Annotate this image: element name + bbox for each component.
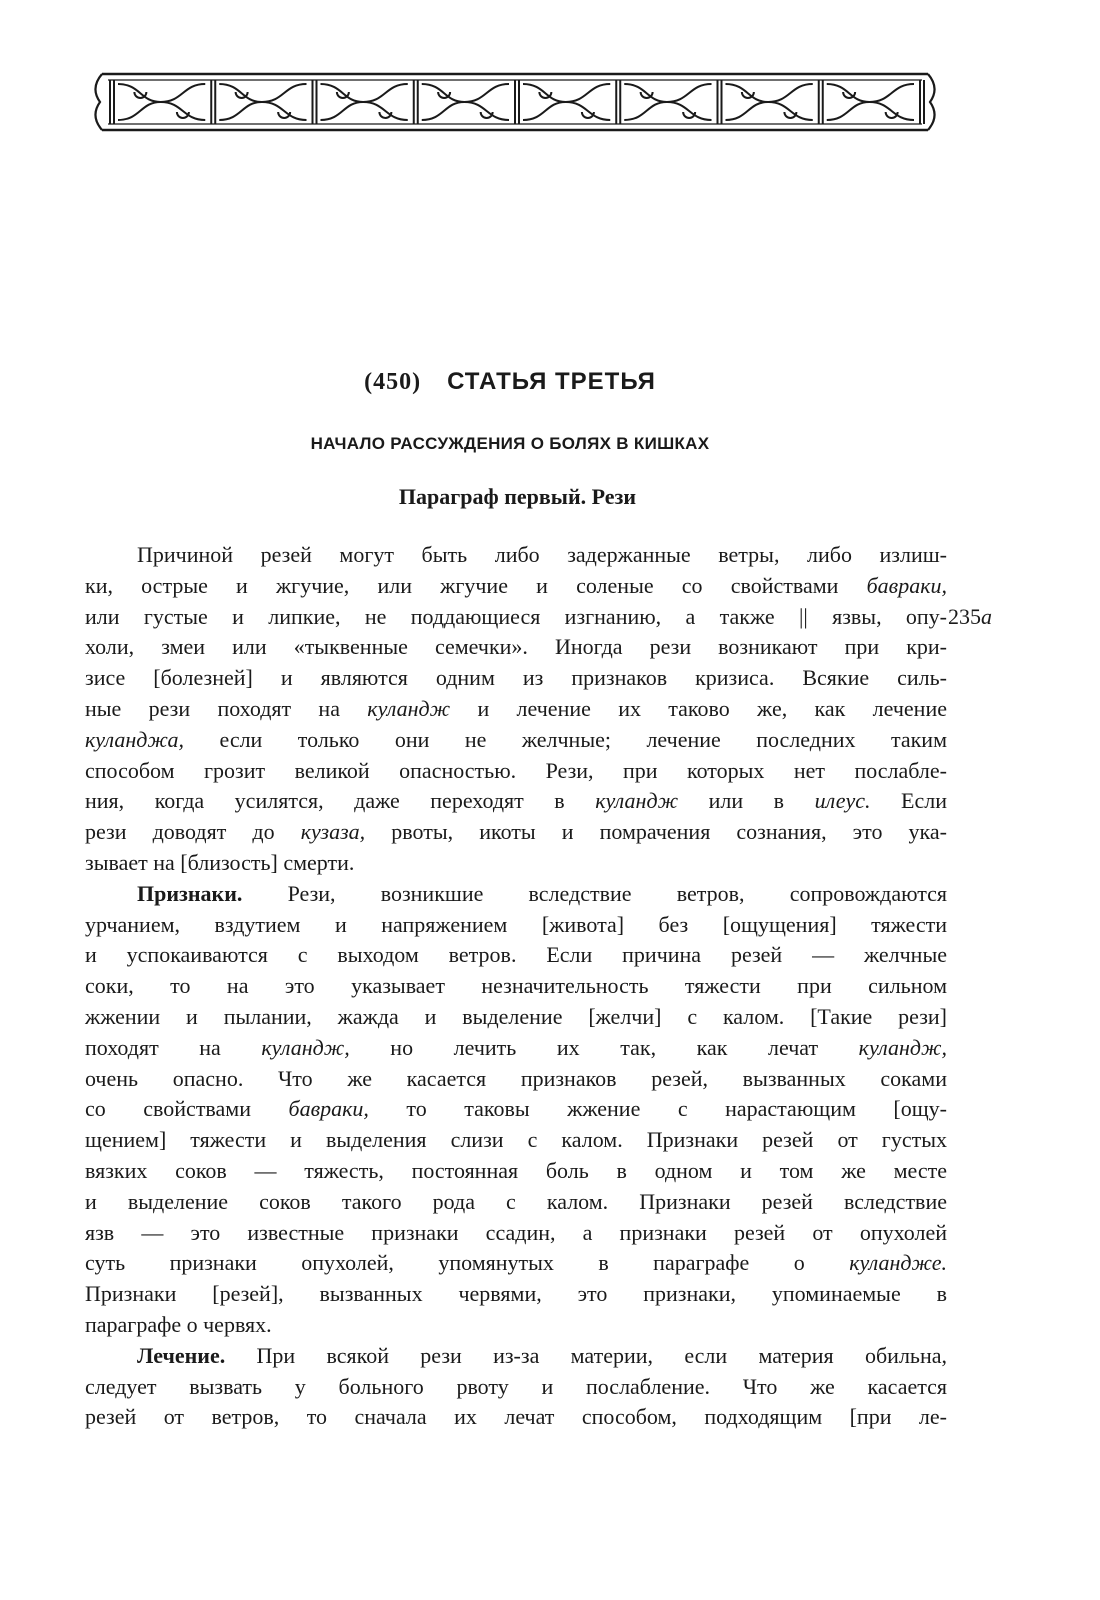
ornament-motif	[827, 84, 914, 120]
text-line	[85, 848, 947, 879]
ornament-divider	[718, 80, 722, 124]
text-line	[85, 540, 947, 571]
text-line	[85, 1310, 947, 1341]
text-run: рези доводят до	[85, 819, 301, 845]
text-run: ния, когда усилятся, даже переходят в	[85, 788, 596, 814]
italic-term: кузаза,	[300, 819, 366, 845]
chapter-title	[0, 368, 1020, 396]
ornament-divider	[211, 80, 215, 124]
text-line	[85, 879, 947, 910]
ornament-motif	[321, 84, 408, 120]
text-run: и выделение соков такого рода с калом. Признаки резей вследствие	[85, 1188, 947, 1214]
text-run: холи, змеи или «тыквенные семечки». Иногда рези возникают при кри-	[85, 634, 947, 660]
text-run: Если	[870, 788, 947, 814]
text-run: Признаки [резей], вызванных червями, это признаки, упоминаемые в	[85, 1281, 947, 1307]
italic-term: куландж,	[261, 1034, 350, 1060]
text-run: резей от ветров, то сначала их лечат способом, подходящим [при ле-	[85, 1404, 947, 1430]
chapter-title-text: СТАТЬЯ ТРЕТЬЯ	[447, 368, 656, 395]
text-line	[85, 1094, 947, 1125]
italic-term: илеус.	[814, 788, 871, 814]
text-line	[85, 817, 947, 848]
italic-term: бавраки,	[288, 1096, 369, 1122]
text-run: со свойствами	[85, 1096, 289, 1122]
text-run: жжении и пылании, жажда и выделение [желчи] с калом. [Такие рези]	[85, 1003, 947, 1029]
ornament-divider	[515, 80, 519, 124]
text-line	[85, 786, 947, 817]
text-run: щением] тяжести и выделения слизи с калом. Признаки резей от густых	[85, 1127, 947, 1153]
ornament-motif	[118, 84, 205, 120]
paragraph-title: Параграф первый. Рези	[398, 484, 637, 509]
text-line	[85, 1125, 947, 1156]
text-line	[85, 1218, 947, 1249]
run-in-heading: Лечение.	[137, 1342, 226, 1368]
text-run: урчанием, вздутием и напряжением [живота] без [ощущения] тяжести	[85, 911, 947, 937]
ornament-motif	[219, 84, 306, 120]
text-run: соки, то на это указывает незначительность тяжести при сильном	[85, 973, 947, 999]
ornament-divider	[110, 80, 114, 124]
text-line	[85, 910, 947, 941]
italic-term: куландж	[367, 695, 451, 721]
ornament-motif	[624, 84, 711, 120]
text-line	[85, 571, 947, 602]
text-line	[85, 1341, 947, 1372]
text-run: и успокаиваются с выходом ветров. Если причина резей — желчные	[85, 942, 947, 968]
text-run: язв — это известные признаки ссадин, а признаки резей от опухолей	[85, 1219, 947, 1245]
text-line	[85, 1156, 947, 1187]
ornament-divider	[920, 80, 924, 124]
margin-page-letter: a	[981, 604, 992, 629]
ornament-motif	[422, 84, 509, 120]
text-run: следует вызвать у больного рвоту и послабление. Что же касается	[85, 1373, 947, 1399]
italic-term: куландж,	[858, 1034, 948, 1060]
italic-term: бавраки,	[866, 572, 947, 598]
text-run: вязких соков — тяжесть, постоянная боль в одном и том же месте	[85, 1157, 947, 1183]
text-line	[85, 694, 947, 725]
text-run: но лечить их так, как лечат	[349, 1034, 859, 1060]
text-run: При всякой рези из-за материи, если материя обильна,	[225, 1342, 947, 1368]
text-line	[85, 663, 947, 694]
ornamental-border	[88, 70, 940, 134]
section-title: НАЧАЛО РАССУЖДЕНИЯ О БОЛЯХ В КИШКАХ	[310, 434, 710, 453]
text-run: ные рези походят на	[85, 695, 368, 721]
text-run: походят на	[85, 1034, 262, 1060]
text-line	[85, 1279, 947, 1310]
text-run: если только они не желчные; лечение последних таким	[184, 726, 947, 752]
text-line	[85, 756, 947, 787]
italic-term: куландж	[595, 788, 679, 814]
text-run: зисе [болезней] и являются одним из признаков кризиса. Всякие силь-	[85, 665, 947, 691]
ornament-divider	[313, 80, 317, 124]
text-line	[85, 1187, 947, 1218]
text-run: очень опасно. Что же касается признаков резей, вызванных соками	[85, 1065, 947, 1091]
text-line	[85, 1372, 947, 1403]
text-line	[85, 632, 947, 663]
text-line	[85, 602, 947, 633]
text-run: зывает на [близость] смерти.	[85, 849, 355, 875]
text-run: или густые и липкие, не поддающиеся изгнанию, а также || язвы, опу-	[85, 603, 947, 629]
text-line	[85, 1064, 947, 1095]
ornament-divider	[616, 80, 620, 124]
ornament-divider	[819, 80, 823, 124]
text-run: или в	[678, 788, 815, 814]
margin-page-number: 235	[948, 604, 981, 629]
text-run: то таковы жжение с нарастающим [ощу-	[368, 1096, 947, 1122]
text-run: и лечение их таково же, как лечение	[450, 695, 947, 721]
margin-page-reference	[948, 602, 992, 633]
text-line	[85, 725, 947, 756]
text-run: рвоты, икоты и помрачения сознания, это ука-	[365, 819, 947, 845]
ornament-divider	[414, 80, 418, 124]
text-run: суть признаки опухолей, упомянутых в параграфе о	[85, 1250, 850, 1276]
text-line	[85, 1002, 947, 1033]
italic-term: куландже.	[849, 1250, 947, 1276]
text-run: ки, острые и жгучие, или жгучие и соленые со свойствами	[85, 572, 867, 598]
ornament-motif	[523, 84, 610, 120]
run-in-heading: Признаки.	[137, 880, 243, 906]
text-run: параграфе о червях.	[85, 1311, 272, 1337]
text-run: Причиной резей могут быть либо задержанные ветры, либо излиш-	[137, 542, 947, 567]
italic-term: куланджа,	[85, 726, 185, 752]
text-line	[85, 1033, 947, 1064]
text-line	[85, 971, 947, 1002]
text-run: способом грозит великой опасностью. Рези, при которых нет послабле-	[85, 757, 947, 783]
text-line	[85, 1402, 947, 1433]
chapter-number: (450)	[364, 369, 422, 395]
ornament-motif	[726, 84, 813, 120]
text-line	[85, 940, 947, 971]
body-text	[85, 540, 947, 1433]
text-run: Рези, возникшие вследствие ветров, сопровождаются	[242, 880, 947, 906]
text-line	[85, 1248, 947, 1279]
